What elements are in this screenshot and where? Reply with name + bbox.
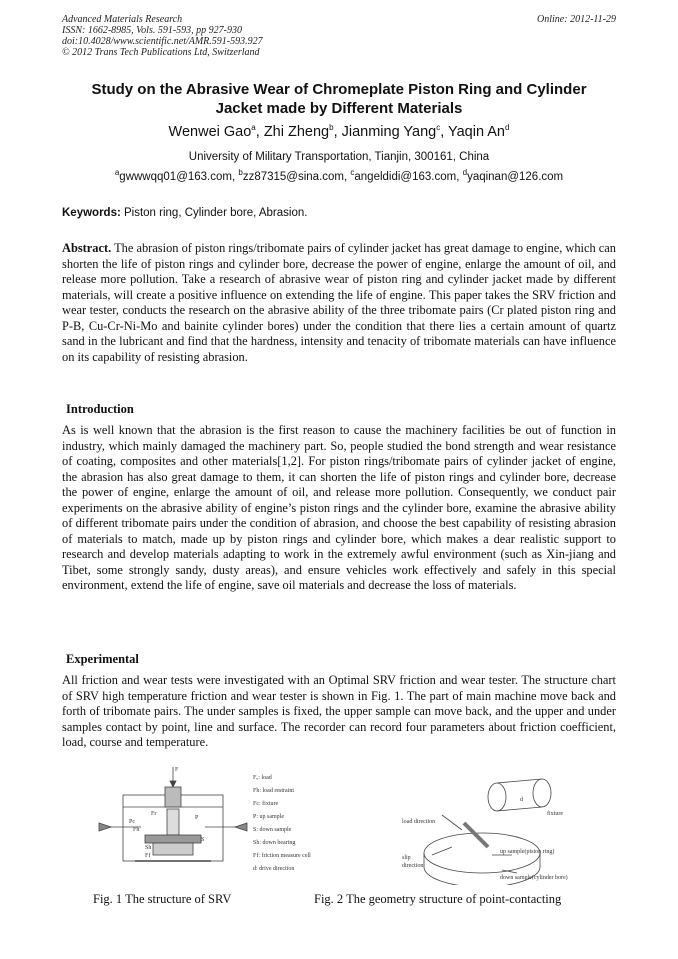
email-address[interactable]: angeldidi@163.com [354,171,457,183]
email-mark: b [238,168,243,178]
lower-specimen [145,835,201,843]
email-address[interactable]: gwwwqq01@163.com [119,171,232,183]
fig1-legend-item: Ff: friction measure cell [253,853,311,859]
email-sep: , [456,171,463,183]
online-date: Online: 2012-11-29 [537,14,616,25]
fig1-top-label: F [175,767,179,773]
fig1-inner-label: Pc [129,819,135,825]
issn-line: ISSN: 1662-8985, Vols. 591-593, pp 927-930 [62,25,242,36]
fig1-legend-item: Fc: fixture [253,801,279,807]
fig1-inner-label: Sh [145,845,152,851]
fig1-legend-item: S: down sample [253,827,292,833]
down-bearing [153,843,193,855]
email-address[interactable]: zz87315@sina.com [242,171,344,183]
fig1-inner-label: S [201,837,205,843]
fig1-legend-item: d: drive direction [253,866,295,872]
abstract-text: The abrasion of piston rings/tribomate pairs of cylinder jacket has great damage to engine, which can shorten the life of piston rings and cylinder bore, decrease the power of engine, enlarge the amount of oil, and release more pollution. Take a research of abrasive wear of piston ring and cylinder jacket made by different materials, will create a positive influence on extending the life of engine. This paper takes the SRV friction and wear tester, conducts the research on the abrasive ability of the three tribomate pairs (Cr plated piston ring and P-B, Cu-Cr-Ni-Mo and bainite cylinder bores) under the condition that there lies a certain amount of quartz sand in the lubricant and find that the hardness, intensity and tenacity of tribomate materials can have influence on its capability of resisting abrasion. [62,241,616,364]
paper-title [62,80,616,118]
author-mark: d [505,123,510,133]
email-address[interactable]: yaqinan@126.com [467,171,564,183]
fig1-legend-item: Fh: load restraint [253,788,294,794]
slip-direction-arrow [432,847,452,855]
affiliation: University of Military Transportation, Tianjin, 300161, China [188,151,490,163]
fig2-label-down-sample: down sample(cylinder bore) [500,875,568,881]
journal-name: Advanced Materials Research [62,14,183,25]
email-list [62,170,616,184]
fig2-label-up-sample: up sample(piston ring) [500,849,555,855]
email-sep: , [344,171,351,183]
fixture-edge-bottom [497,807,542,811]
email-mark: d [462,168,468,178]
author-sep: , [440,124,449,140]
fig2-label-fixture: fixture [547,811,563,817]
copyright-line: © 2012 Trans Tech Publications Ltd, Switzerland [62,47,260,58]
up-sample-ring [464,823,488,847]
drive-arrow-left [99,823,111,831]
email-mark: a [114,168,120,178]
title-line-2: Jacket made by Different Materials [215,100,463,117]
drive-arrow-right [235,823,247,831]
fig1-inner-label: P [195,815,199,821]
fixture-edge-top [497,779,542,783]
author-name: Zhi Zheng [263,124,330,140]
fig1-legend-item: Sh: down bearing [253,840,296,846]
doi-line: doi:10.4028/www.scientific.net/AMR.591-593.927 [62,36,263,47]
introduction-heading: Introduction [66,402,134,416]
fixture-cylinder-end [488,783,506,811]
load-direction-arrow [442,815,462,830]
experimental-paragraph: All friction and wear tests were investigated with an Optimal SRV friction and wear tester. The structure chart of SRV high temperature friction and wear tester is shown in Fig. 1. The part of main machine move back and forth of tribomate pairs. The under samples is fixed, the upper sample can move back, and the upper and under samples contact by point, line and surface. The recorder can record four parameters about friction coefficient, load, course and temperature. [62,673,616,749]
fig1-inner-label: Fh [133,827,140,833]
fig2-label-slip: slip [402,855,411,861]
abstract-paragraph [62,241,616,365]
author-list [62,123,616,141]
fig1-inner-label: Ff [145,853,151,859]
author-mark: b [329,123,334,133]
email-sep: , [231,171,239,183]
title-line-1: Study on the Abrasive Wear of Chromeplate Piston Ring and Cylinder [91,81,587,98]
author-sep: , [333,124,342,140]
keywords-text: Piston ring, Cylinder bore, Abrasion. [120,207,308,219]
introduction-paragraph: As is well known that the abrasion is the first reason to cause the machinery facilities be out of function in industry, which mainly damaged the machinery part. So, people studied the bond strength and wear resistance of coating, composites and other materials[1,2]. For piston rings/tribomate pairs of cylinder jacket of engine, the abrasion has also great damage to them, it can shorten the life of piston rings and cylinder bore, decrease the power of engine, enlarge the amount of oil, and release more pollution. Consequently, we conduct pair experiments on the abrasive ability of engine’s piston rings and the cylinder bore, examine the abrasive ability of different tribomate pairs under the condition of abrasion, and choose the best capability of resisting abrasion of materials to match, made up by piston rings and cylinder bore, which makes a dear realistic support to research and develop materials adapting to work in the extremely awful environment (such as Xin-jiang and Tibet, some strongly sandy, dusty areas), and ensure vehicles work effectively and safely in this special environment, extend the life of engine, save oil materials and decrease the loss of materials. [62,423,616,592]
keywords [62,206,616,220]
author-mark: c [436,123,441,133]
author-name: Yaqin An [448,124,505,140]
fig1-inner-label: Fr [151,811,157,817]
email-mark: c [350,168,355,178]
fig2-label-load-direction: load direction [402,819,436,825]
figure-2-caption: Fig. 2 The geometry structure of point-contacting [314,892,562,906]
fig2-label-direction: direction [402,863,424,869]
fixture-cylinder-far-end [533,779,551,807]
figure-1-srv-structure [95,765,320,885]
figure-1-caption: Fig. 1 The structure of SRV [93,892,232,906]
load-arrow-head [170,781,176,787]
author-sep: , [255,124,264,140]
load-block [165,787,181,807]
fig2-label-d: d [520,797,523,803]
journal-header [62,14,616,58]
fig1-legend-item: P: up sample [253,814,284,820]
abstract-label: Abstract. [62,241,112,255]
author-name: Wenwei Gao [168,124,252,140]
figure-2-point-contact [392,775,592,885]
fig1-legend-item: Fᵤ: load [253,775,272,781]
keywords-label: Keywords: [62,207,121,219]
upper-specimen [167,809,179,835]
author-mark: a [251,123,256,133]
author-name: Jianming Yang [341,124,437,140]
experimental-heading: Experimental [66,652,139,666]
